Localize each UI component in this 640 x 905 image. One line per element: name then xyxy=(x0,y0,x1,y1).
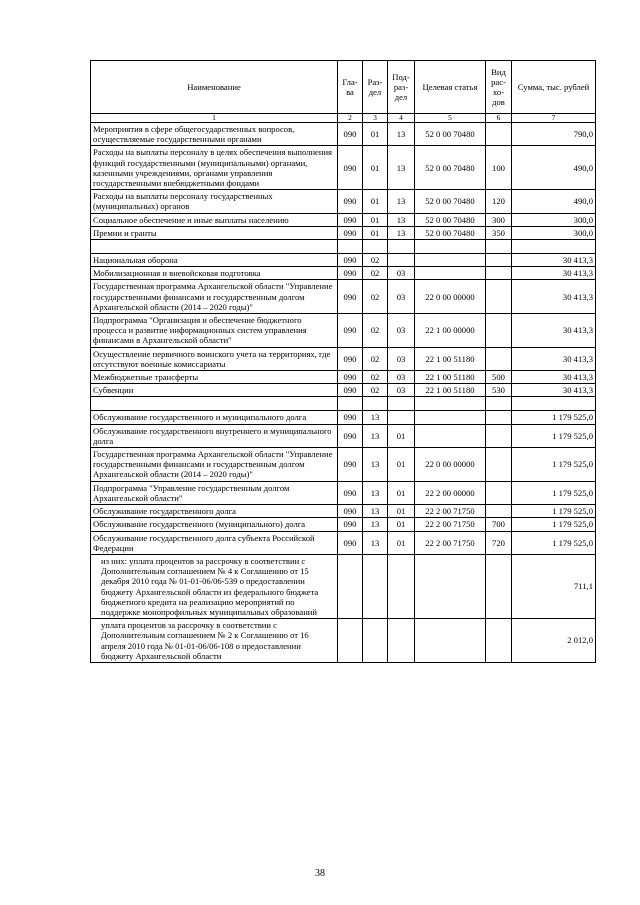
empty-cell xyxy=(338,240,363,254)
glava-cell: 090 xyxy=(338,190,363,213)
podrazdel-cell: 03 xyxy=(388,267,415,280)
statya-cell: 22 1 00 51180 xyxy=(415,384,486,397)
row-name-cell: Обслуживание государственного долга субъекта Российской Федерации xyxy=(91,531,338,554)
razdel-cell: 02 xyxy=(363,267,388,280)
header-razdel: Раз-дел xyxy=(363,61,388,114)
razdel-cell: 13 xyxy=(363,518,388,531)
podrazdel-cell xyxy=(388,619,415,663)
table-row xyxy=(91,254,596,267)
column-number: 5 xyxy=(415,114,486,123)
table-row xyxy=(91,146,596,190)
table-row xyxy=(91,384,596,397)
summa-cell: 790,0 xyxy=(512,123,596,146)
summa-cell: 30 413,3 xyxy=(512,267,596,280)
table-row xyxy=(91,554,596,618)
statya-cell: 22 2 00 71750 xyxy=(415,505,486,518)
vid-cell: 700 xyxy=(486,518,512,531)
column-number: 6 xyxy=(486,114,512,123)
table-row xyxy=(91,314,596,348)
statya-cell: 22 1 00 51180 xyxy=(415,371,486,384)
summa-cell: 1 179 525,0 xyxy=(512,481,596,504)
vid-cell: 350 xyxy=(486,226,512,239)
vid-cell xyxy=(486,254,512,267)
vid-cell: 500 xyxy=(486,371,512,384)
summa-cell: 300,0 xyxy=(512,226,596,239)
podrazdel-cell: 13 xyxy=(388,146,415,190)
razdel-cell: 13 xyxy=(363,481,388,504)
row-name-cell: Национальная оборона xyxy=(91,254,338,267)
header-name: Наименование xyxy=(91,61,338,114)
razdel-cell: 01 xyxy=(363,146,388,190)
column-number: 7 xyxy=(512,114,596,123)
empty-cell xyxy=(415,240,486,254)
glava-cell: 090 xyxy=(338,384,363,397)
summa-cell: 490,0 xyxy=(512,190,596,213)
statya-cell xyxy=(415,424,486,447)
row-name-cell: Государственная программа Архангельской области "Управление государственными финансами и государственным долгом Архангельской области (2014 – 2020 годы)" xyxy=(91,280,338,314)
header-summa: Сумма, тыс. рублей xyxy=(512,61,596,114)
row-name-cell: Социальное обеспечение и иные выплаты населению xyxy=(91,213,338,226)
glava-cell: 090 xyxy=(338,371,363,384)
podrazdel-cell: 13 xyxy=(388,123,415,146)
row-name-cell: Расходы на выплаты персоналу государственных (муниципальных) органов xyxy=(91,190,338,213)
statya-cell xyxy=(415,267,486,280)
page-number: 38 xyxy=(315,868,325,879)
razdel-cell: 02 xyxy=(363,384,388,397)
empty-cell xyxy=(91,240,338,254)
table-row xyxy=(91,448,596,482)
razdel-cell: 01 xyxy=(363,213,388,226)
table-row xyxy=(91,424,596,447)
vid-cell xyxy=(486,424,512,447)
table-row xyxy=(91,531,596,554)
razdel-cell: 13 xyxy=(363,411,388,424)
vid-cell xyxy=(486,411,512,424)
glava-cell xyxy=(338,619,363,663)
glava-cell: 090 xyxy=(338,123,363,146)
table-row xyxy=(91,123,596,146)
vid-cell: 300 xyxy=(486,213,512,226)
empty-cell xyxy=(512,397,596,411)
table-row xyxy=(91,226,596,239)
table-row xyxy=(91,213,596,226)
empty-cell xyxy=(91,397,338,411)
row-name-cell: Обслуживание государственного (муниципального) долга xyxy=(91,518,338,531)
summa-cell: 30 413,3 xyxy=(512,347,596,370)
podrazdel-cell: 01 xyxy=(388,481,415,504)
row-name-cell: Государственная программа Архангельской области "Управление государственными финансами и государственным долгом Архангельской области (2014 – 2020 годы)" xyxy=(91,448,338,482)
spacer-row xyxy=(91,240,596,254)
row-name-cell: Обслуживание государственного и муниципального долга xyxy=(91,411,338,424)
statya-cell: 52 0 00 70480 xyxy=(415,190,486,213)
razdel-cell: 13 xyxy=(363,505,388,518)
razdel-cell: 02 xyxy=(363,314,388,348)
row-name-cell: Межбюджетные трансферты xyxy=(91,371,338,384)
summa-cell: 30 413,3 xyxy=(512,384,596,397)
podrazdel-cell: 01 xyxy=(388,424,415,447)
column-number: 1 xyxy=(91,114,338,123)
empty-cell xyxy=(338,397,363,411)
empty-cell xyxy=(415,397,486,411)
summa-cell: 30 413,3 xyxy=(512,371,596,384)
row-name-cell: из них: уплата процентов за рассрочку в соответствии с Дополнительным соглашением № 4 к Соглашению от 15 декабря 2010 года № 01-01-06/06-539 о предоставлении бюджету Архангельской области из федерального бюджета бюджетного кредита на реализацию мероприятий по поддержке монопрофильных муниципальных образований xyxy=(91,554,338,618)
summa-cell: 1 179 525,0 xyxy=(512,505,596,518)
column-number: 4 xyxy=(388,114,415,123)
summa-cell: 1 179 525,0 xyxy=(512,411,596,424)
summa-cell: 30 413,3 xyxy=(512,314,596,348)
summa-cell: 1 179 525,0 xyxy=(512,448,596,482)
vid-cell: 720 xyxy=(486,531,512,554)
statya-cell: 22 1 00 00000 xyxy=(415,314,486,348)
vid-cell: 100 xyxy=(486,146,512,190)
summa-cell: 490,0 xyxy=(512,146,596,190)
glava-cell: 090 xyxy=(338,518,363,531)
table-row xyxy=(91,347,596,370)
glava-cell: 090 xyxy=(338,314,363,348)
podrazdel-cell: 13 xyxy=(388,213,415,226)
vid-cell xyxy=(486,481,512,504)
statya-cell: 22 2 00 71750 xyxy=(415,531,486,554)
razdel-cell: 02 xyxy=(363,347,388,370)
glava-cell: 090 xyxy=(338,411,363,424)
statya-cell: 52 0 00 70480 xyxy=(415,146,486,190)
row-name-cell: Обслуживание государственного внутреннего и муниципального долга xyxy=(91,424,338,447)
razdel-cell: 13 xyxy=(363,424,388,447)
statya-cell: 22 2 00 71750 xyxy=(415,518,486,531)
summa-cell: 2 012,0 xyxy=(512,619,596,663)
glava-cell: 090 xyxy=(338,347,363,370)
column-number-row xyxy=(91,114,596,123)
statya-cell xyxy=(415,554,486,618)
header-statya: Целевая статья xyxy=(415,61,486,114)
glava-cell: 090 xyxy=(338,481,363,504)
statya-cell xyxy=(415,619,486,663)
glava-cell xyxy=(338,554,363,618)
podrazdel-cell: 03 xyxy=(388,280,415,314)
row-name-cell: Подпрограмма "Управление государственным долгом Архангельской области" xyxy=(91,481,338,504)
budget-table xyxy=(90,60,596,663)
glava-cell: 090 xyxy=(338,280,363,314)
statya-cell: 22 0 00 00000 xyxy=(415,280,486,314)
glava-cell: 090 xyxy=(338,146,363,190)
razdel-cell xyxy=(363,619,388,663)
statya-cell xyxy=(415,411,486,424)
row-name-cell: Мобилизационная и вневойсковая подготовка xyxy=(91,267,338,280)
header-row xyxy=(91,61,596,114)
vid-cell: 120 xyxy=(486,190,512,213)
vid-cell xyxy=(486,123,512,146)
razdel-cell: 13 xyxy=(363,448,388,482)
row-name-cell: Премии и гранты xyxy=(91,226,338,239)
table-row xyxy=(91,190,596,213)
summa-cell: 1 179 525,0 xyxy=(512,424,596,447)
statya-cell: 22 0 00 00000 xyxy=(415,448,486,482)
empty-cell xyxy=(388,240,415,254)
empty-cell xyxy=(512,240,596,254)
podrazdel-cell: 01 xyxy=(388,448,415,482)
table-row xyxy=(91,481,596,504)
table-row xyxy=(91,411,596,424)
row-name-cell: Обслуживание государственного долга xyxy=(91,505,338,518)
spacer-row xyxy=(91,397,596,411)
summa-cell: 300,0 xyxy=(512,213,596,226)
header-vid: Вид рас-хо-дов xyxy=(486,61,512,114)
empty-cell xyxy=(363,240,388,254)
razdel-cell: 01 xyxy=(363,123,388,146)
summa-cell: 30 413,3 xyxy=(512,280,596,314)
summa-cell: 30 413,3 xyxy=(512,254,596,267)
podrazdel-cell: 03 xyxy=(388,347,415,370)
podrazdel-cell: 13 xyxy=(388,190,415,213)
row-name-cell: Мероприятия в сфере общегосударственных вопросов, осуществляемые государственными органами xyxy=(91,123,338,146)
glava-cell: 090 xyxy=(338,267,363,280)
column-number: 3 xyxy=(363,114,388,123)
row-name-cell: Субвенции xyxy=(91,384,338,397)
podrazdel-cell: 03 xyxy=(388,371,415,384)
header-podrazdel: Под-раз-дел xyxy=(388,61,415,114)
empty-cell xyxy=(388,397,415,411)
glava-cell: 090 xyxy=(338,254,363,267)
vid-cell xyxy=(486,347,512,370)
vid-cell xyxy=(486,619,512,663)
header-glava: Гла-ва xyxy=(338,61,363,114)
summa-cell: 711,1 xyxy=(512,554,596,618)
vid-cell xyxy=(486,280,512,314)
glava-cell: 090 xyxy=(338,448,363,482)
row-name-cell: Осуществление первичного воинского учета на территориях, где отсутствуют военные комиссариаты xyxy=(91,347,338,370)
razdel-cell: 13 xyxy=(363,531,388,554)
statya-cell xyxy=(415,254,486,267)
podrazdel-cell: 01 xyxy=(388,505,415,518)
razdel-cell xyxy=(363,554,388,618)
razdel-cell: 02 xyxy=(363,254,388,267)
vid-cell xyxy=(486,448,512,482)
vid-cell xyxy=(486,314,512,348)
glava-cell: 090 xyxy=(338,505,363,518)
glava-cell: 090 xyxy=(338,424,363,447)
vid-cell: 530 xyxy=(486,384,512,397)
razdel-cell: 02 xyxy=(363,280,388,314)
summa-cell: 1 179 525,0 xyxy=(512,518,596,531)
vid-cell xyxy=(486,267,512,280)
glava-cell: 090 xyxy=(338,531,363,554)
table-body xyxy=(91,123,596,663)
glava-cell: 090 xyxy=(338,213,363,226)
row-name-cell: Подпрограмма "Организация и обеспечение бюджетного процесса и развитие информационных систем управления финансами в Архангельской области" xyxy=(91,314,338,348)
podrazdel-cell: 13 xyxy=(388,226,415,239)
table-row xyxy=(91,267,596,280)
statya-cell: 22 1 00 51180 xyxy=(415,347,486,370)
podrazdel-cell xyxy=(388,411,415,424)
table-row xyxy=(91,371,596,384)
statya-cell: 52 0 00 70480 xyxy=(415,213,486,226)
table-row xyxy=(91,619,596,663)
statya-cell: 22 2 00 00000 xyxy=(415,481,486,504)
razdel-cell: 01 xyxy=(363,226,388,239)
podrazdel-cell: 01 xyxy=(388,518,415,531)
column-number: 2 xyxy=(338,114,363,123)
table-row xyxy=(91,505,596,518)
empty-cell xyxy=(363,397,388,411)
row-name-cell: Расходы на выплаты персоналу в целях обеспечения выполнения функций государственными (муниципальными) органами, казенными учреждениями, органами управления государственными внебюджетными фондами xyxy=(91,146,338,190)
summa-cell: 1 179 525,0 xyxy=(512,531,596,554)
podrazdel-cell: 03 xyxy=(388,314,415,348)
table-row xyxy=(91,280,596,314)
podrazdel-cell xyxy=(388,554,415,618)
vid-cell xyxy=(486,554,512,618)
empty-cell xyxy=(486,397,512,411)
razdel-cell: 02 xyxy=(363,371,388,384)
table-row xyxy=(91,518,596,531)
statya-cell: 52 0 00 70480 xyxy=(415,226,486,239)
glava-cell: 090 xyxy=(338,226,363,239)
vid-cell xyxy=(486,505,512,518)
podrazdel-cell: 01 xyxy=(388,531,415,554)
statya-cell: 52 0 00 70480 xyxy=(415,123,486,146)
podrazdel-cell xyxy=(388,254,415,267)
podrazdel-cell: 03 xyxy=(388,384,415,397)
empty-cell xyxy=(486,240,512,254)
row-name-cell: уплата процентов за рассрочку в соответствии с Дополнительным соглашением № 2 к Соглашению от 16 апреля 2010 года № 01-01-06/06-108 о предоставлении бюджету Архангельской области xyxy=(91,619,338,663)
razdel-cell: 01 xyxy=(363,190,388,213)
